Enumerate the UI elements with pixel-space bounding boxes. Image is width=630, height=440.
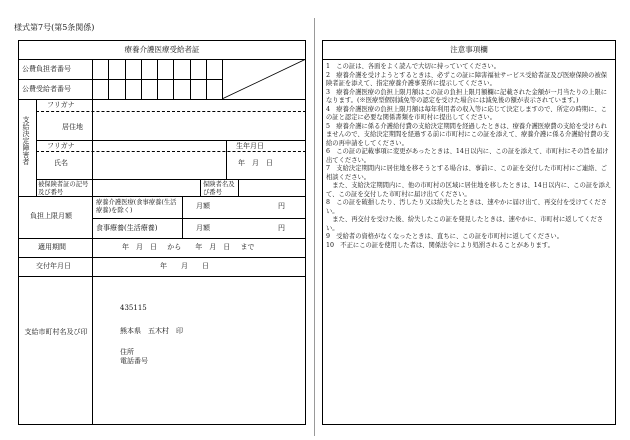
form-number: 様式第7号(第5条関係)	[14, 23, 95, 32]
furigana-label-2: フリガナ	[47, 142, 75, 150]
insured-card-label: 被保険者証の記号及び番号	[38, 181, 89, 196]
postcode: 435115	[120, 304, 147, 312]
limit2-amount-label: 月額	[196, 224, 210, 232]
note-item: 4 療養介護医療の負担上限月額は毎年利用者の収入等に応じて決定しますので、所定の時期に、この証と認定に必要な関係書類を市町村に提出してください。	[326, 105, 607, 121]
issue-date-label: 交付年月日	[36, 262, 71, 270]
birthdate-value: 年 月 日	[238, 159, 273, 167]
period-value: 年 月 日 から 年 月 日 まで	[122, 243, 255, 251]
limit1-amount-label: 月額	[196, 202, 210, 210]
insurer-label: 保険者名及び番号	[203, 181, 235, 196]
note-item: 10 不正にこの証を使用した者は、関係法令により処罰されることがあります。	[326, 241, 554, 249]
phone-field-label: 電話番号	[120, 357, 148, 365]
furigana-label-1: フリガナ	[47, 101, 75, 109]
recipient-number-cells	[92, 79, 222, 99]
payer-number-label: 公費負担者番号	[22, 65, 71, 73]
city-seal: 熊本県 五木村 印	[120, 327, 183, 335]
note-item: 5 療養介護に係る介護給付費の支給決定期間を経過したときは、療養介護医療費の支給を受けられませんので、支給決定期間を経過する前に市町村にこの証を添えて、療養介護に係る介護給付費の支給の再申請をしてください。	[326, 122, 610, 147]
notes-list	[326, 63, 612, 250]
note-item: 9 受給者の資格がなくなったときは、直ちに、この証を市町村に返してください。	[326, 233, 563, 240]
limit2-label: 食事療養(生活療養)	[96, 224, 158, 232]
recipient-vertical-label: 支給決定障害者	[22, 116, 30, 165]
note-item: また、支給決定期間内に、他の市町村の区域に居住地を移したときは、14日以内に、この証を添えて、この証を交付した市町村に届け出てください。	[326, 182, 612, 198]
limit1-yen: 円	[278, 202, 285, 210]
note-item: 6 この証の記載事項に変更があったときは、14日以内に、この証を添えて、市町村にその旨を届け出てください。	[326, 148, 609, 164]
limit2-yen: 円	[278, 224, 285, 232]
note-item: また、再交付を受けた後、紛失したこの証を発見したときは、速やかに、市町村に返してください。	[326, 216, 604, 232]
issue-date-value: 年 月 日	[160, 262, 209, 270]
note-item: 3 療養介護医療の負担上限月額はこの証の負担上限月額欄に記載された金額が一月当たりの上限になります。(※医療型個別減免等の認定を受けた場合には減免後の額が表示されています。)	[326, 88, 608, 104]
limit1-label: 療養介護医療(食事療養(生活療養)を除く)	[96, 199, 177, 214]
address-field-label: 住所	[120, 348, 134, 356]
limit-label: 負担上限月額	[30, 212, 72, 220]
period-label: 適用期間	[38, 243, 66, 251]
note-item: 7 支給決定期間内に居住地を移そうとする場合は、事前に、この証を交付した市町村にご連絡、ご相談ください。	[326, 165, 608, 181]
notes-title: 注意事項欄	[450, 45, 488, 54]
payer-number-cells	[92, 59, 222, 79]
note-item: 8 この証を破損したり、汚したり又は紛失したときは、速やかに届け出て、再交付を受けてください。	[326, 199, 607, 215]
address-label: 居住地	[62, 123, 83, 131]
fold-line	[314, 18, 315, 436]
certificate-title: 療養介護医療受給者証	[124, 45, 200, 54]
recipient-number-label: 公費受給者番号	[22, 85, 71, 93]
birthdate-label: 生年月日	[236, 142, 264, 150]
strike-box	[222, 59, 306, 99]
note-item: 1 この証は、各面をよく読んで大切に持っていてください。	[326, 63, 501, 70]
note-item: 2 療養介護を受けようとするときは、必ずこの証に障害福祉サービス受給者証及び医療保険の被保険者証を添えて、指定療養介護事業所に提示してください。	[326, 71, 608, 87]
name-label: 氏名	[54, 159, 68, 167]
municipality-label: 支給市町村名及び印	[24, 328, 88, 336]
